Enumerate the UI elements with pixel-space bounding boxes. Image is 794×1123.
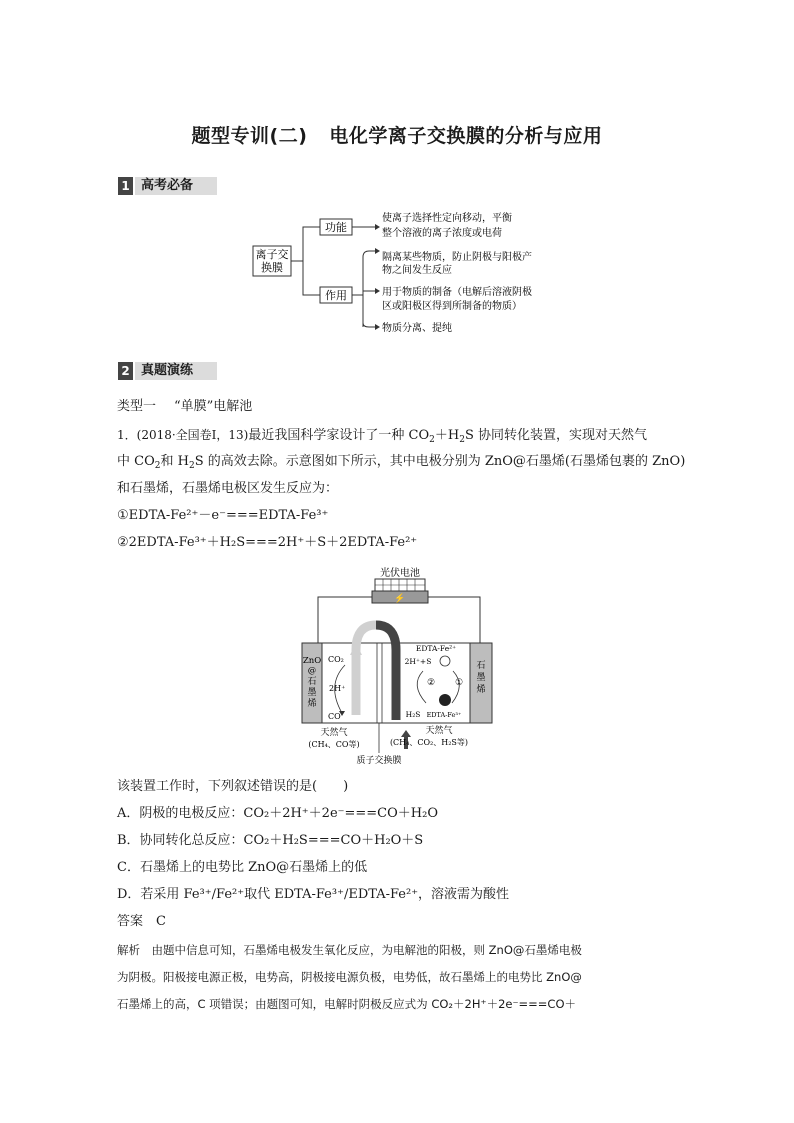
- branch-line-func: [291, 227, 320, 261]
- question-line-3: 和石墨烯，石墨烯电极区发生反应为：: [117, 481, 339, 496]
- question-source: 1．(2018·全国卷Ⅰ，13): [117, 428, 249, 442]
- question-prompt: 该装置工作时，下列叙述错误的是( ): [117, 779, 349, 794]
- use-arrowhead-3: [375, 324, 380, 330]
- question-text: ＋H: [434, 428, 460, 443]
- right-electrode-label: 墨: [476, 673, 486, 683]
- use-item-3: 物质分离、提纯: [382, 323, 452, 334]
- question-text: S 的高效去除。示意图如下所示，其中电极分别为 ZnO@石墨烯(石墨烯包裹的 ZnO): [194, 454, 686, 469]
- question-line-1: 1．(2018·全国卷Ⅰ，13)最近我国科学家设计了一种 $CO_2+H_2S$ 协同转化装置，实现对天然气: [117, 428, 647, 445]
- use-item-2a: 用于物质的制备（电解后溶液阴极: [382, 287, 532, 298]
- use-item-2b: 区或阳极区得到所制备的物质）: [382, 301, 522, 312]
- type-label: 类型一: [117, 399, 157, 414]
- electrolysis-diagram: [298, 565, 498, 770]
- section-label: 高考必备: [135, 177, 217, 195]
- question-text: 最近我国科学家设计了一种 CO: [248, 428, 430, 443]
- gas-left-detail: (CH₄、CO等): [308, 740, 360, 749]
- co2-label: CO₂: [328, 655, 344, 664]
- section-label: 真题演练: [135, 362, 217, 380]
- ion-exchange-mindmap: [245, 205, 565, 345]
- sulfur-circle: [440, 656, 450, 666]
- mindmap-root-line1: 离子交: [255, 248, 289, 261]
- use-arrow-3: [363, 323, 375, 327]
- h-plus-label: 2H⁺: [329, 684, 346, 693]
- branch-line-use: [303, 261, 320, 295]
- reaction-2: ②2EDTA-Fe³⁺＋H₂S===2H⁺＋S＋2EDTA-Fe²⁺: [117, 535, 418, 550]
- use-item-1a: 隔离某些物质，防止阴极与阳极产: [382, 252, 532, 263]
- left-electrode-label: 石: [307, 677, 317, 687]
- left-electrode-label: @: [307, 666, 317, 676]
- answer-line: 答案 C: [117, 914, 166, 929]
- mindmap-root-line2: 换膜: [261, 261, 283, 274]
- use-arrow-1: [363, 251, 375, 257]
- title-left: 题型专训(二): [191, 125, 308, 147]
- use-arrowhead-1: [375, 248, 380, 254]
- right-electrode-label: 烯: [476, 685, 486, 695]
- electron-circle: [439, 694, 451, 706]
- step-1-label: ①: [454, 678, 464, 688]
- section-header-1: [118, 176, 217, 196]
- question-text: 和 H: [160, 454, 189, 469]
- func-text-1: 使离子选择性定向移动，平衡: [382, 213, 512, 224]
- question-line-2: 中 $CO_2$和 $H_2S$ 的高效去除。示意图如下所示，其中电极分别为 ZnO@石墨烯(石墨烯包裹的 ZnO): [117, 454, 686, 471]
- question-text: S 协同转化装置，实现对天然气: [464, 428, 647, 443]
- h2s-label: H₂S: [405, 710, 421, 719]
- use-label: 作用: [325, 289, 347, 302]
- func-arrowhead: [375, 224, 380, 230]
- option-b: B．协同转化总反应：CO₂＋H₂S===CO＋H₂O＋S: [117, 833, 424, 848]
- title-right: 电化学离子交换膜的分析与应用: [329, 125, 603, 147]
- explanation-line-3: 石墨烯上的高，C 项错误；由题图可知，电解时阴极反应式为 CO₂＋2H⁺＋2e⁻===CO＋: [117, 997, 577, 1011]
- left-electrode-label: ZnO: [302, 656, 322, 666]
- edta-fe3-label: EDTA-Fe³⁺: [426, 711, 462, 719]
- step-2-label: ②: [426, 678, 436, 688]
- wire-left: [318, 597, 372, 643]
- reaction-1: ①EDTA-Fe²⁺－e⁻===EDTA-Fe³⁺: [117, 508, 329, 523]
- gas-left-label: 天然气: [320, 728, 348, 738]
- option-a: A．阴极的电极反应：CO₂＋2H⁺＋2e⁻===CO＋H₂O: [117, 806, 438, 821]
- type-line: [117, 397, 252, 417]
- func-label: 功能: [325, 221, 347, 234]
- type-name: “单膜”电解池: [174, 399, 253, 414]
- question-text: 中 CO: [117, 454, 155, 469]
- wire-right: [428, 597, 480, 643]
- section-number: 1: [118, 177, 133, 195]
- func-text-2: 整个溶液的离子浓度或电荷: [382, 228, 502, 239]
- membrane-label: 质子交换膜: [356, 756, 402, 766]
- explanation-line-2: 为阴极。阳极接电源正极，电势高，阴极接电源负极，电势低，故石墨烯上的电势比 ZnO@: [117, 970, 582, 984]
- explanation-line-1: 解析 由题中信息可知，石墨烯电极发生氧化反应，为电解池的阳极，则 ZnO@石墨烯电极: [117, 943, 582, 957]
- h-s-label: 2H⁺+S: [404, 657, 432, 666]
- section-header-2: [118, 361, 217, 381]
- left-electrode-label: 墨: [307, 688, 317, 698]
- lightning-icon: ⚡: [394, 594, 406, 604]
- right-electrode: [470, 643, 492, 723]
- gas-inlet-arrow: [401, 730, 411, 737]
- right-electrode-label: 石: [476, 661, 486, 671]
- use-arrowhead-2: [375, 288, 380, 294]
- pv-label: 光伏电池: [380, 568, 420, 579]
- gas-right-label: 天然气: [425, 726, 453, 736]
- edta-fe2-label: EDTA-Fe²⁺: [415, 644, 457, 653]
- section-number: 2: [118, 362, 133, 380]
- left-electrode-label: 烯: [307, 699, 317, 709]
- gas-right-detail: (CH₄、CO₂、H₂S等): [389, 738, 469, 747]
- co-label: CO: [328, 712, 341, 721]
- option-c: C．石墨烯上的电势比 ZnO@石墨烯上的低: [117, 860, 368, 875]
- use-item-1b: 物之间发生反应: [382, 265, 452, 276]
- page-title: [0, 121, 794, 148]
- option-d: D．若采用 Fe³⁺/Fe²⁺取代 EDTA-Fe³⁺/EDTA-Fe²⁺，溶液需为酸性: [117, 887, 510, 902]
